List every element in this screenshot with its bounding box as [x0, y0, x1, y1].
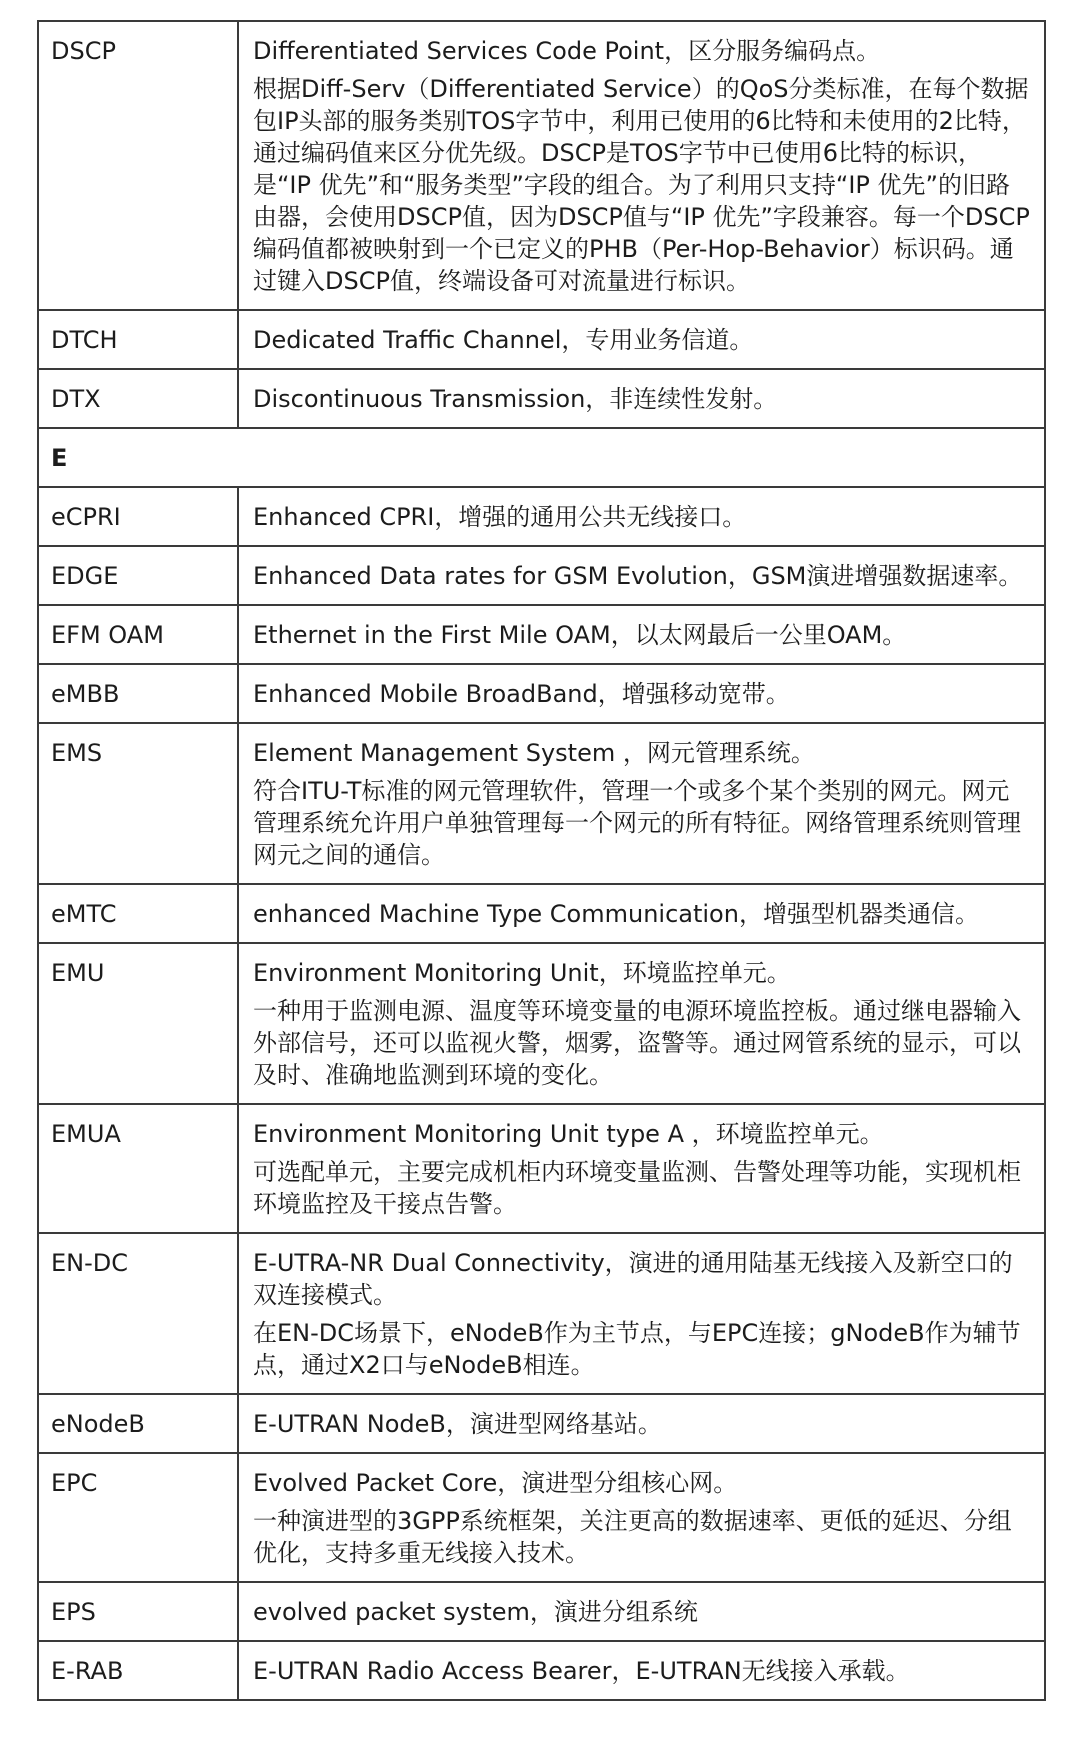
- term-cell: EDGE: [38, 546, 238, 605]
- definition-title: Environment Monitoring Unit，环境监控单元。: [253, 959, 791, 987]
- definition-title: Ethernet in the First Mile OAM，以太网最后一公里OAM。: [253, 621, 907, 649]
- term-cell: EMS: [38, 723, 238, 884]
- definition-cell: [238, 1104, 1045, 1233]
- definition-title: Enhanced CPRI，增强的通用公共无线接口。: [253, 503, 747, 531]
- glossary-row: [38, 723, 1045, 884]
- definition-description: 一种用于监测电源、温度等环境变量的电源环境监控板。通过继电器输入外部信号，还可以监视火警，烟雾，盗警等。通过网管系统的显示，可以及时、准确地监测到环境的变化。: [253, 997, 1021, 1089]
- definition-cell: [238, 1641, 1045, 1700]
- glossary-row: [38, 487, 1045, 546]
- term-cell: DSCP: [38, 21, 238, 310]
- glossary-row: [38, 1641, 1045, 1700]
- term-cell: eMBB: [38, 664, 238, 723]
- term-cell: eNodeB: [38, 1394, 238, 1453]
- glossary-row: [38, 605, 1045, 664]
- definition-title: E-UTRAN NodeB，演进型网络基站。: [253, 1410, 662, 1438]
- definition-description: 在EN-DC场景下，eNodeB作为主节点，与EPC连接；gNodeB作为辅节点，通过X2口与eNodeB相连。: [253, 1319, 1021, 1379]
- glossary-row: [38, 884, 1045, 943]
- definition-title: Differentiated Services Code Point，区分服务编码点。: [253, 37, 881, 65]
- glossary-row: [38, 1453, 1045, 1582]
- definition-cell: [238, 487, 1045, 546]
- term-cell: EMUA: [38, 1104, 238, 1233]
- term-cell: EFM OAM: [38, 605, 238, 664]
- definition-title: Enhanced Mobile BroadBand，增强移动宽带。: [253, 680, 790, 708]
- definition-cell: [238, 1582, 1045, 1641]
- section-header-row: [38, 428, 1045, 487]
- section-letter: E: [38, 428, 1045, 487]
- definition-description: 可选配单元，主要完成机柜内环境变量监测、告警处理等功能，实现机柜环境监控及干接点告警。: [253, 1158, 1021, 1218]
- definition-title: evolved packet system，演进分组系统: [253, 1598, 698, 1626]
- definition-description: 根据Diff-Serv（Differentiated Service）的QoS分类标准，在每个数据包IP头部的服务类别TOS字节中，利用已使用的6比特和未使用的2比特，通过编码值来区分优先级。DSCP是TOS字节中已使用6比特的标识，是“IP 优先”和“服务类型”字段的组合。为了利用只支持“IP 优先”的旧路由器，会使用DSCP值，因为DSCP值与“IP 优先”字段兼容。每一个DSCP编码值都被映射到一个已定义的PHB（Per-Hop-Behavior）标识码。通过键入DSCP值，终端设备可对流量进行标识。: [253, 75, 1030, 295]
- definition-cell: [238, 310, 1045, 369]
- definition-cell: [238, 1394, 1045, 1453]
- definition-cell: [238, 369, 1045, 428]
- definition-title: enhanced Machine Type Communication，增强型机器类通信。: [253, 900, 979, 928]
- definition-description: 一种演进型的3GPP系统框架，关注更高的数据速率、更低的延迟、分组优化，支持多重无线接入技术。: [253, 1507, 1012, 1567]
- glossary-row: [38, 1394, 1045, 1453]
- glossary-row: [38, 310, 1045, 369]
- glossary-row: [38, 1104, 1045, 1233]
- definition-cell: [238, 546, 1045, 605]
- glossary-row: [38, 21, 1045, 310]
- glossary-row: [38, 369, 1045, 428]
- term-cell: DTCH: [38, 310, 238, 369]
- definition-title: Enhanced Data rates for GSM Evolution，GSM演进增强数据速率。: [253, 562, 1023, 590]
- definition-cell: [238, 21, 1045, 310]
- definition-cell: [238, 605, 1045, 664]
- glossary-row: [38, 1233, 1045, 1394]
- definition-title: E-UTRA-NR Dual Connectivity，演进的通用陆基无线接入及新空口的双连接模式。: [253, 1249, 1013, 1309]
- term-cell: EPS: [38, 1582, 238, 1641]
- glossary-table: [37, 20, 1046, 1701]
- definition-cell: [238, 884, 1045, 943]
- glossary-body: [38, 21, 1045, 1700]
- glossary-row: [38, 943, 1045, 1104]
- term-cell: EMU: [38, 943, 238, 1104]
- definition-cell: [238, 723, 1045, 884]
- definition-title: Discontinuous Transmission，非连续性发射。: [253, 385, 778, 413]
- term-cell: DTX: [38, 369, 238, 428]
- term-cell: eMTC: [38, 884, 238, 943]
- definition-cell: [238, 1453, 1045, 1582]
- definition-title: Evolved Packet Core，演进型分组核心网。: [253, 1469, 738, 1497]
- term-cell: EN-DC: [38, 1233, 238, 1394]
- term-cell: E-RAB: [38, 1641, 238, 1700]
- term-cell: EPC: [38, 1453, 238, 1582]
- definition-cell: [238, 664, 1045, 723]
- glossary-row: [38, 1582, 1045, 1641]
- definition-title: Element Management System ，网元管理系统。: [253, 739, 815, 767]
- definition-title: Environment Monitoring Unit type A ，环境监控单元。: [253, 1120, 884, 1148]
- definition-cell: [238, 1233, 1045, 1394]
- term-cell: eCPRI: [38, 487, 238, 546]
- definition-cell: [238, 943, 1045, 1104]
- definition-title: Dedicated Traffic Channel，专用业务信道。: [253, 326, 754, 354]
- definition-title: E-UTRAN Radio Access Bearer，E-UTRAN无线接入承载。: [253, 1657, 910, 1685]
- glossary-row: [38, 664, 1045, 723]
- glossary-row: [38, 546, 1045, 605]
- definition-description: 符合ITU-T标准的网元管理软件，管理一个或多个某个类别的网元。网元管理系统允许用户单独管理每一个网元的所有特征。网络管理系统则管理网元之间的通信。: [253, 777, 1021, 869]
